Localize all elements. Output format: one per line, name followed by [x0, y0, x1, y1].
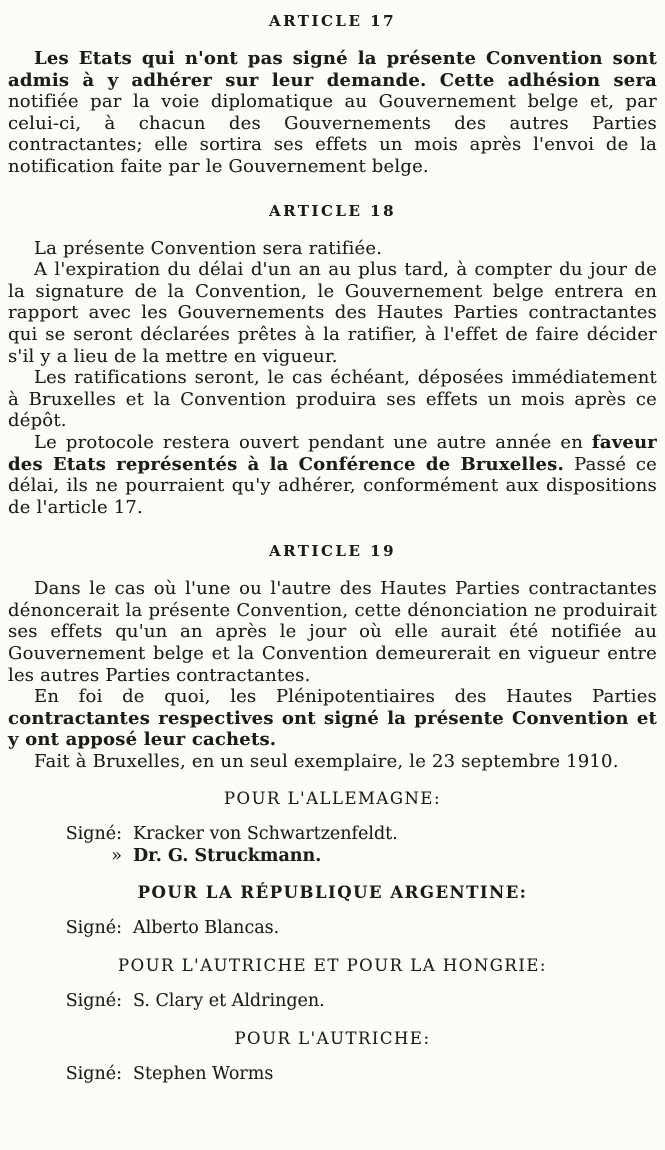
article-18-paragraph-2 [8, 259, 657, 367]
signature-block-argentine [8, 883, 657, 940]
paragraph-segment: Le protocole restera ouvert pendant une autre année en [34, 431, 592, 453]
paragraph-segment: Passé ce délai, ils ne pourraient qu'y adhérer, conformément aux dispositions de l'article 17. [8, 453, 657, 518]
article-19-paragraph-2 [8, 686, 657, 751]
signature-line [60, 991, 657, 1013]
signature-label: Signé: [65, 1064, 122, 1085]
signature-line [60, 846, 657, 868]
signatory-name: Alberto Blancas. [133, 918, 280, 939]
signature-heading-autriche: POUR L'AUTRICHE: [234, 1029, 431, 1049]
article-19-paragraph-1 [8, 578, 657, 686]
article-18-heading: ARTICLE 18 [268, 201, 397, 220]
signature-block-autriche [8, 1029, 657, 1086]
signature-block-autriche-hongrie [8, 956, 657, 1013]
article-18 [8, 202, 657, 519]
paragraph-segment: La présente Convention sera ratifiée. [34, 237, 383, 259]
signature-line [60, 1064, 657, 1086]
signatory-name: Stephen Worms [133, 1064, 274, 1085]
paragraph-segment: A l'expiration du délai d'un an au plus tard, à compter du jour de la signature de la Convention, le Gouvernement belge entrera en rapport avec les Gouvernements des Hautes Parties contractantes qui se seront déclarées prêtes à la ratifier, à l'effet de faire décider s'il y a lieu de la mettre en vigueur. [8, 259, 657, 367]
paragraph-segment: En foi de quoi, les Plénipotentiaires des Hautes Parties [34, 686, 657, 708]
article-18-paragraph-3 [8, 367, 657, 432]
signatory-name: Kracker von Schwartzenfeldt. [133, 823, 398, 844]
signature-label: Signé: [65, 991, 122, 1012]
article-18-paragraph-4 [8, 432, 657, 518]
article-17-paragraph-1 [8, 48, 657, 178]
article-19-paragraph-3 [8, 751, 657, 773]
article-19 [8, 542, 657, 772]
paragraph-segment: notifiée par la voie diplomatique au Gouvernement belge et, par celui-ci, à chacun des Gouvernements des autres Parties contractantes; elle sortira ses effets un mois après l'envoi de la notification faite par le Gouvernement belge. [8, 91, 657, 177]
signature-heading-autriche-hongrie: POUR L'AUTRICHE ET POUR LA HONGRIE: [118, 956, 547, 976]
article-17-heading: ARTICLE 17 [268, 12, 397, 30]
signatory-name: Dr. G. Struckmann. [133, 845, 322, 866]
paragraph-segment: Fait à Bruxelles, en un seul exemplaire, le 23 septembre 1910. [34, 751, 619, 773]
signature-heading-allemagne: POUR L'ALLEMAGNE: [223, 788, 442, 808]
paragraph-segment: faveur des Etats représentés à la Conférence de Bruxelles. [8, 431, 657, 475]
signature-heading-argentine: POUR LA RÉPUBLIQUE ARGENTINE: [137, 883, 528, 903]
article-17 [8, 12, 657, 178]
paragraph-segment: contractantes respectives ont signé la présente Convention et y ont apposé leur cachets. [8, 707, 657, 751]
signature-label: Signé: [65, 918, 122, 939]
signature-label: » [111, 845, 122, 866]
signatory-name: S. Clary et Aldringen. [133, 991, 325, 1012]
paragraph-segment: Les ratifications seront, le cas échéant, déposées immédiatement à Bruxelles et la Convention produira ses effets un mois après ce dépôt. [8, 367, 657, 432]
article-18-paragraph-1 [8, 238, 657, 260]
signature-block-allemagne [8, 789, 657, 868]
paragraph-segment: Dans le cas où l'une ou l'autre des Hautes Parties contractantes dénoncerait la présente Convention, cette dénonciation ne produirait ses effets qu'un an après le jour où elle aurait été notifiée au Gouvernement belge et la Convention demeurerait en vigueur entre les autres Parties contractantes. [8, 578, 657, 686]
article-19-heading: ARTICLE 19 [268, 542, 397, 561]
paragraph-segment: Les Etats qui n'ont pas signé la présente Convention sont admis à y adhérer sur leur demande. Cette adhésion sera [8, 48, 657, 91]
signature-line [60, 918, 657, 940]
signature-line [60, 824, 657, 846]
signature-label: Signé: [65, 823, 122, 844]
